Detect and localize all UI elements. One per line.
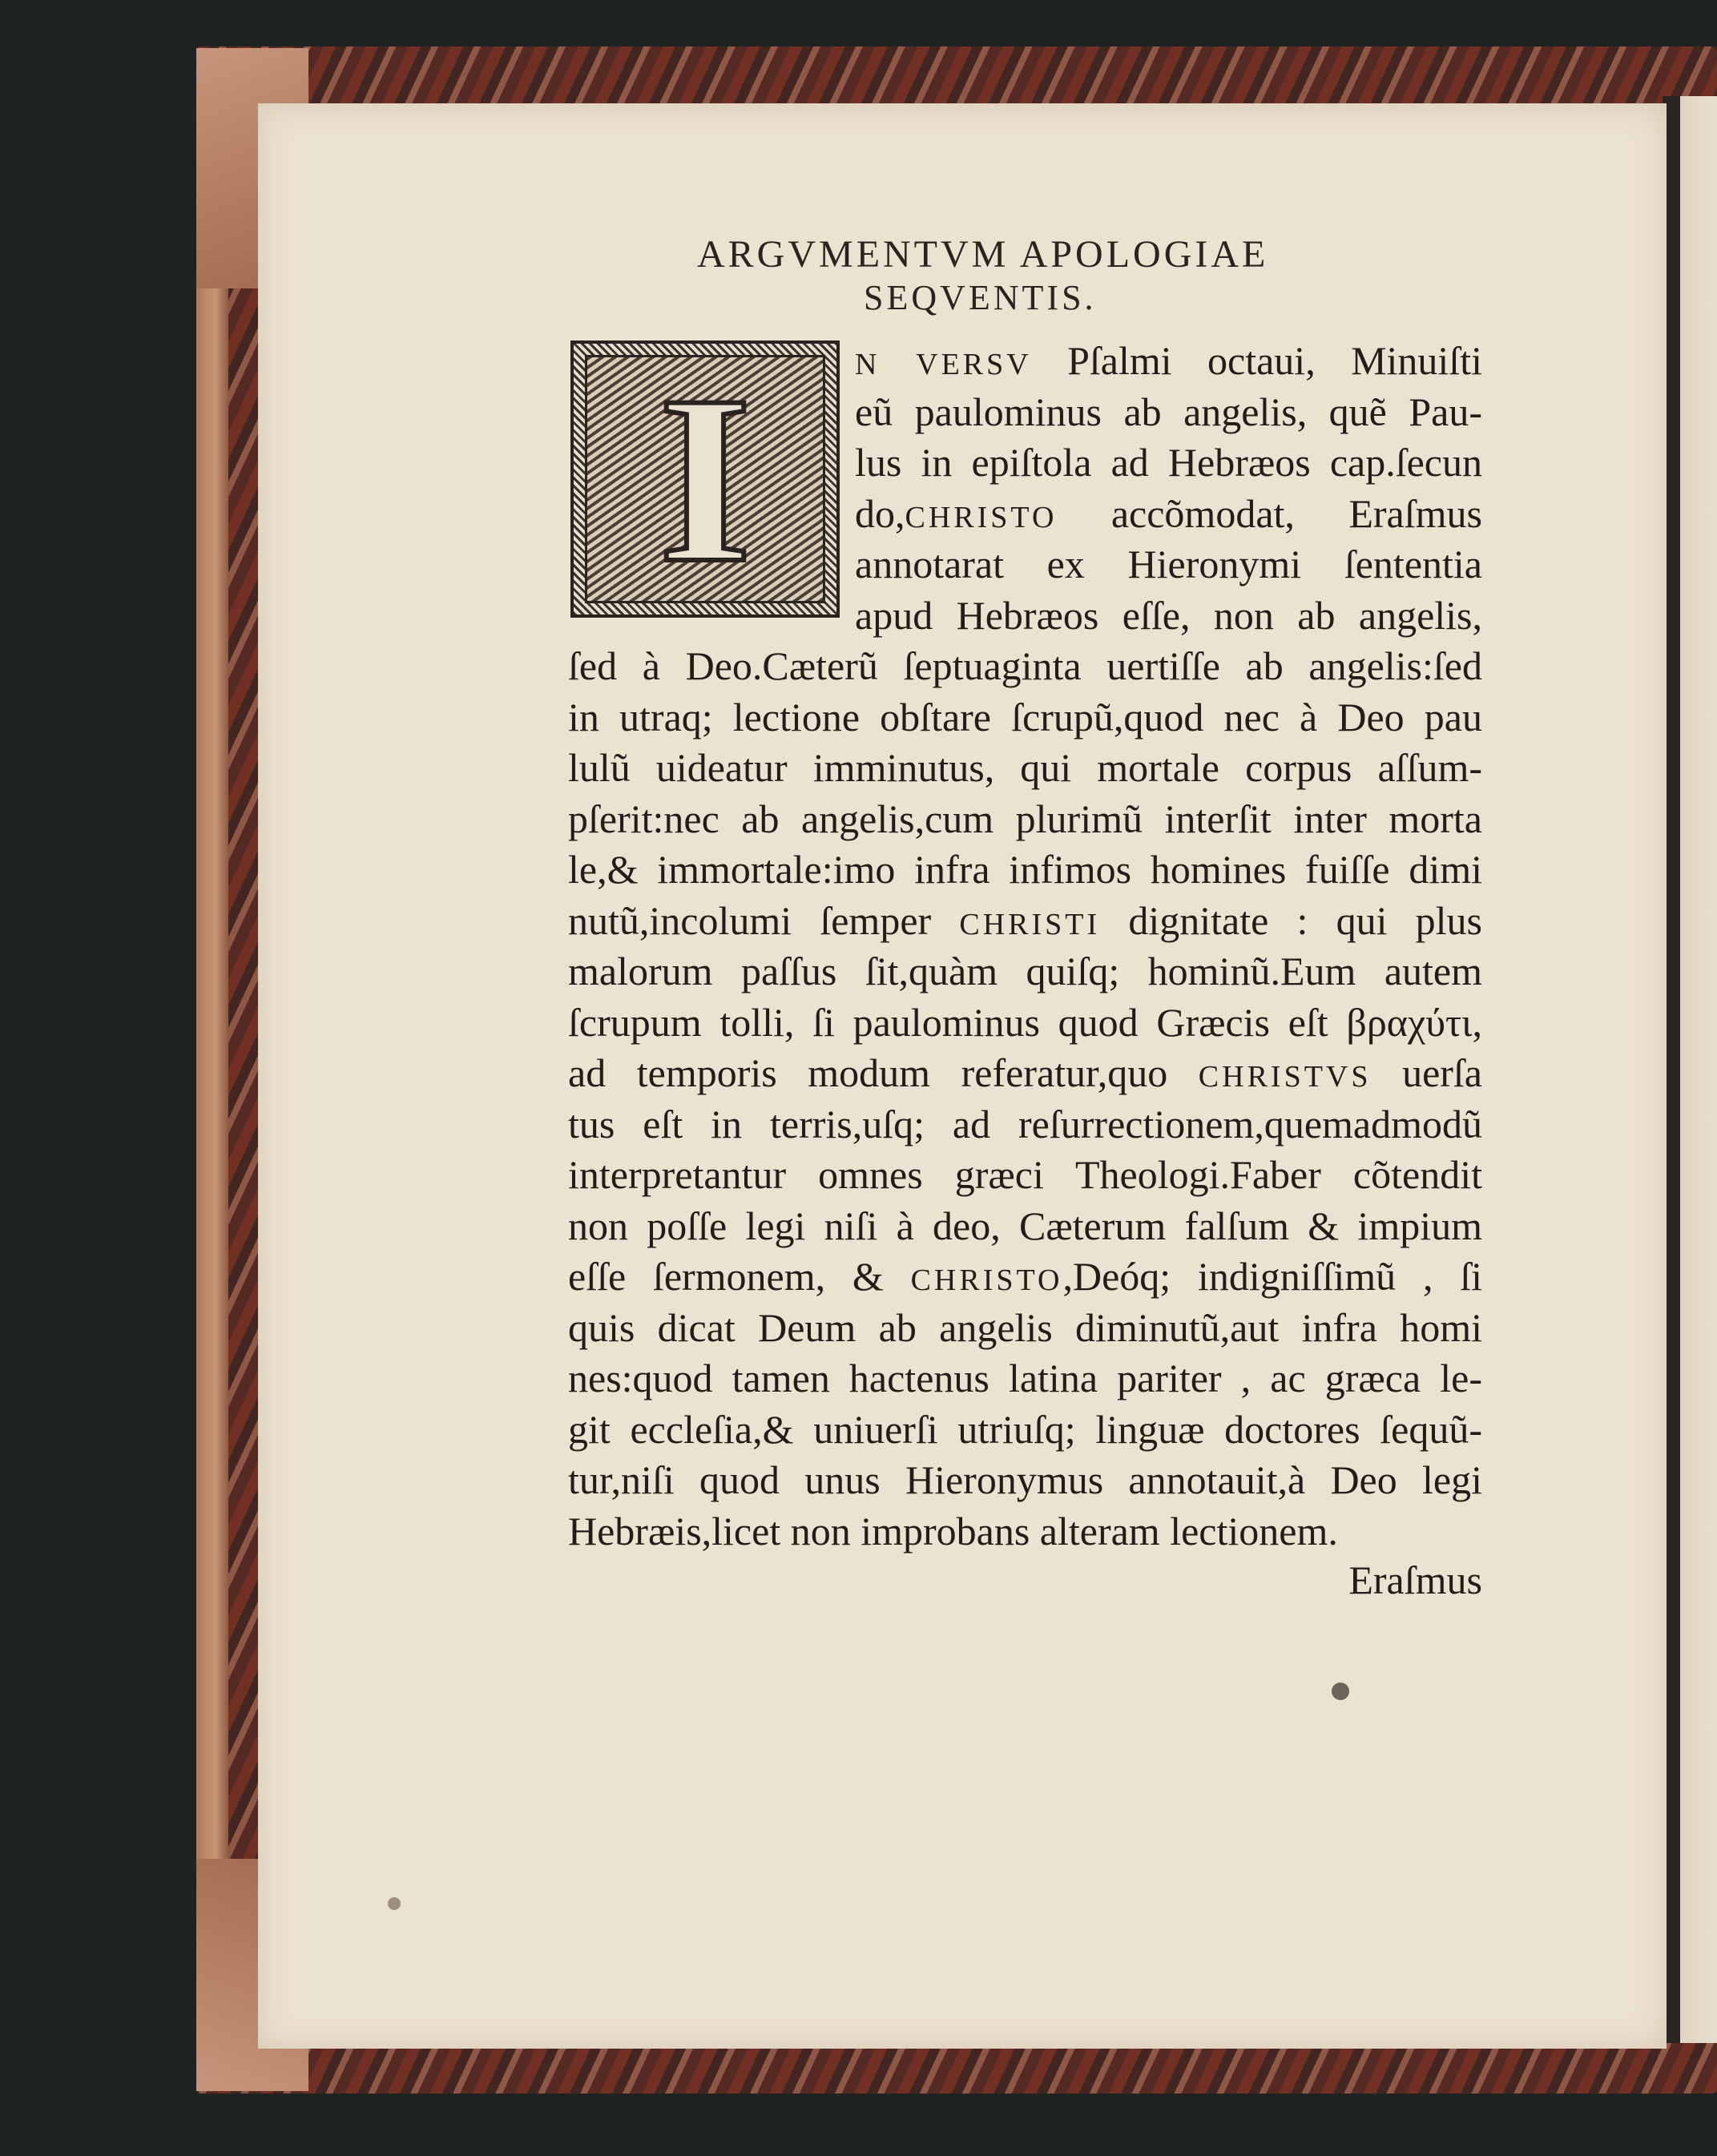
catchword: Eraſmus xyxy=(1348,1558,1482,1602)
text-segment: annotarat ex Hieronymi ſententia xyxy=(855,542,1482,586)
text-segment: tur,niſi quod unus Hieronymus annotauit,à Deo legi xyxy=(568,1457,1482,1502)
text-segment: do, xyxy=(855,490,905,536)
text-segment: lulũ uideatur imminutus, qui mortale corpus aſſum- xyxy=(568,745,1482,790)
decorated-initial xyxy=(570,341,840,618)
text-line xyxy=(855,591,1482,639)
text-segment: nes:quod tamen hactenus latina pariter , ac græca le- xyxy=(568,1356,1482,1400)
text-line xyxy=(568,693,1482,741)
heading-line-1: ARGVMENTVM APOLOGIAE xyxy=(697,233,1269,276)
initial-ornament xyxy=(585,346,825,612)
text-line xyxy=(568,1456,1482,1504)
heading-line-2: SEQVENTIS. xyxy=(864,278,1097,317)
text-line xyxy=(568,947,1482,995)
text-segment: uerſa xyxy=(1371,1050,1482,1095)
text-segment: apud Hebræos eſſe, non ab angelis, xyxy=(855,592,1482,638)
text-segment: ad temporis modum referatur,quo xyxy=(568,1050,1199,1095)
text-line xyxy=(568,897,1482,949)
text-line xyxy=(568,1405,1482,1453)
text-line xyxy=(568,1507,1482,1555)
paper-spot xyxy=(1332,1682,1349,1700)
text-line xyxy=(568,642,1482,690)
facing-page-edge xyxy=(1663,96,1717,2043)
text-segment: le,& immortale:imo infra infimos homines fuiſſe dimi xyxy=(568,847,1482,892)
text-segment: quis dicat Deum ab angelis diminutũ,aut infra homi xyxy=(568,1304,1482,1350)
text-line xyxy=(568,1100,1482,1148)
small-caps-name: CHRISTO xyxy=(905,500,1058,534)
text-line xyxy=(855,540,1482,588)
text-line xyxy=(855,490,1482,542)
text-segment: ,Deóq; indigniſſimũ , ſi xyxy=(1062,1254,1482,1299)
text-segment: eũ paulominus ab angelis, quẽ Pau- xyxy=(855,389,1482,434)
text-segment: pſerit:nec ab angelis,cum plurimũ interſit inter morta xyxy=(568,796,1482,841)
text-segment: Hebræis,licet non improbans alteram lectionem. xyxy=(568,1508,1338,1554)
small-caps-name: CHRISTI xyxy=(959,907,1101,941)
text-line xyxy=(568,1304,1482,1352)
text-segment: malorum paſſus ſit,quàm quiſq; hominũ.Eum autem xyxy=(568,949,1482,993)
paper-spot xyxy=(388,1897,401,1910)
small-caps-name: N VERSV xyxy=(855,348,1032,381)
text-line xyxy=(568,1151,1482,1199)
text-line xyxy=(568,1354,1482,1402)
text-line xyxy=(855,438,1482,486)
text-segment: eſſe ſermonem, & xyxy=(568,1254,911,1299)
text-segment: non poſſe legi niſi à deo, Cæterum falſum & impium xyxy=(568,1203,1482,1248)
initial-letter: I xyxy=(658,346,752,612)
text-line xyxy=(568,998,1482,1046)
text-line xyxy=(568,795,1482,843)
text-segment: in utraq; lectione obſtare ſcrupũ,quod nec à Deo pau xyxy=(568,694,1482,739)
text-segment: ſed à Deo.Cæterũ ſeptuaginta uertiſſe ab angelis:ſed xyxy=(568,643,1482,688)
text-line xyxy=(568,1202,1482,1250)
text-line xyxy=(568,744,1482,792)
text-line xyxy=(568,1252,1482,1304)
text-line xyxy=(568,845,1482,893)
text-segment: lus in epiſtola ad Hebræos cap.ſecun xyxy=(855,440,1482,485)
text-segment: interpretantur omnes græci Theologi.Faber cõtendit xyxy=(568,1152,1482,1197)
text-segment: ſcrupum tolli, ſi paulominus quod Græcis eſt βραχύτι, xyxy=(568,999,1482,1045)
text-line xyxy=(855,336,1482,389)
text-segment: git eccleſia,& uniuerſi utriuſq; linguæ doctores ſequũ- xyxy=(568,1406,1482,1452)
text-segment: tus eſt in terris,uſq; ad reſurrectionem,quemadmodũ xyxy=(568,1101,1482,1147)
text-line xyxy=(568,1049,1482,1101)
leather-spine-edge xyxy=(196,48,228,2091)
small-caps-name: CHRISTVS xyxy=(1198,1060,1372,1094)
text-segment: accõmodat, Eraſmus xyxy=(1057,490,1482,536)
text-segment: nutũ,incolumi ſemper xyxy=(568,897,960,943)
small-caps-name: CHRISTO xyxy=(910,1263,1063,1297)
text-segment: Pſalmi octaui, Minuiſti xyxy=(1031,338,1482,383)
text-line xyxy=(855,388,1482,436)
text-segment: dignitate : qui plus xyxy=(1100,897,1483,943)
